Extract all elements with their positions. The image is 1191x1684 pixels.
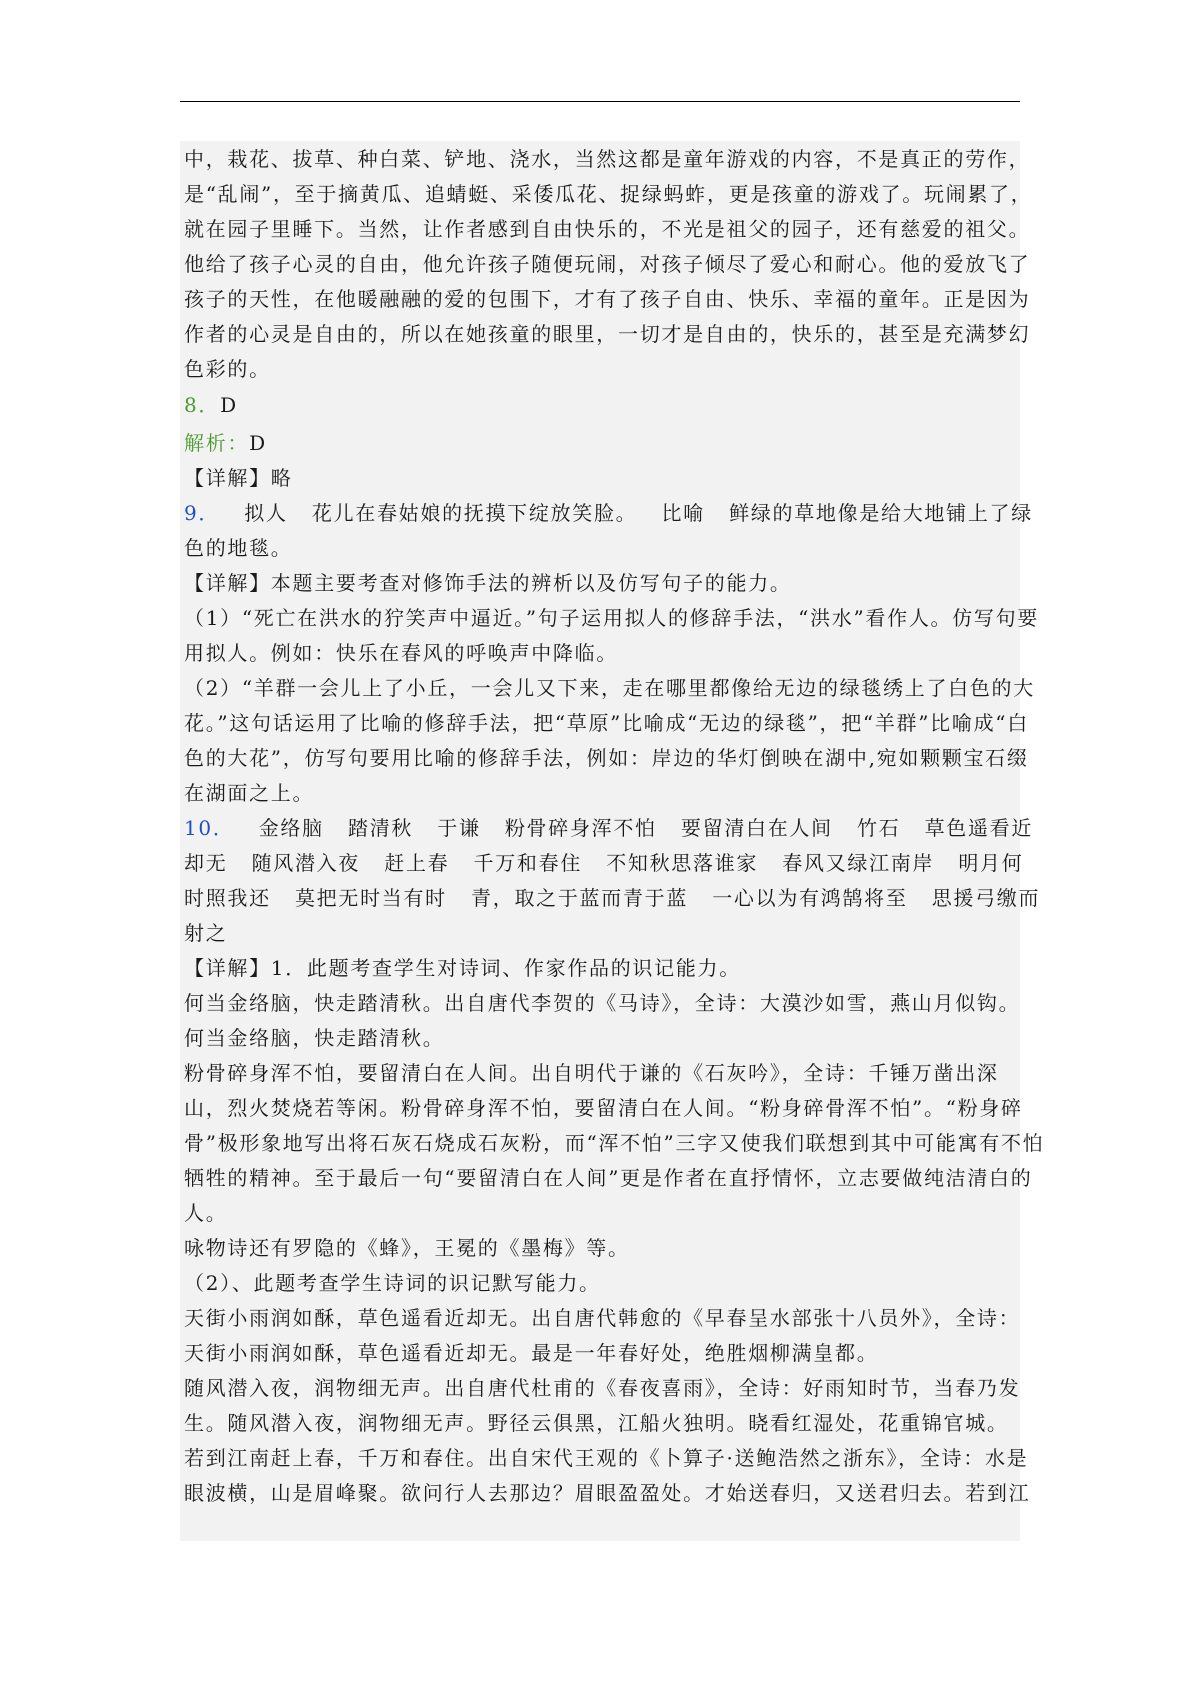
text-line: 生。随风潜入夜，润物细无声。野径云俱黑，江船火独明。晓看红湿处，花重锦官城。	[184, 1411, 1009, 1435]
text-line: 在湖面之上。	[184, 781, 315, 805]
text-line: 粉骨碎身浑不怕，要留清白在人间。出自明代于谦的《石灰吟》，全诗：千锤万凿出深	[184, 1061, 999, 1085]
text-line: 天街小雨润如酥，草色遥看近却无。出自唐代韩愈的《早春呈水部张十八员外》，全诗：	[184, 1306, 1021, 1330]
question-10	[184, 813, 1033, 843]
question-number: 9．	[184, 501, 221, 525]
text-line: 就在园子里睡下。当然，让作者感到自由快乐的，不光是祖父的园子，还有慈爱的祖父。	[184, 217, 1031, 241]
text-line: 咏物诗还有罗隐的《蜂》，王冕的《墨梅》等。	[184, 1236, 630, 1260]
text-line: （2）、此题考查学生诗词的识记默写能力。	[184, 1271, 601, 1295]
text-line: 色的大花”，仿写句要用比喻的修辞手法，例如：岸边的华灯倒映在湖中,宛如颗颗宝石缀	[184, 746, 1029, 770]
text-line: 【详解】略	[184, 466, 293, 490]
text-line: 花。”这句话运用了比喻的修辞手法，把“草原”比喻成“无边的绿毯”，把“羊群”比喻成“白	[184, 711, 1029, 735]
text-line: 何当金络脑，快走踏清秋。	[184, 1026, 445, 1050]
text-line: 却无 随风潜入夜 赶上春 千万和春住 不知秋思落谁家 春风又绿江南岸 明月何	[184, 851, 1024, 875]
text-line: 时照我还 莫把无时当有时 青，取之于蓝而青于蓝 一心以为有鸿鹄将至 思援弓缴而	[184, 886, 1041, 910]
text-line: 山，烈火焚烧若等闲。粉骨碎身浑不怕，要留清白在人间。“粉身碎骨浑不怕”。“粉身碎	[184, 1096, 1023, 1120]
text-line: 他给了孩子心灵的自由，他允许孩子随便玩闹，对孩子倾尽了爱心和耐心。他的爱放飞了	[184, 252, 1031, 276]
text-line: 骨”极形象地写出将石灰石烧成石灰粉，而“浑不怕”三字又使我们联想到其中可能寓有不怕	[184, 1131, 1045, 1155]
answer-text: 金络脑 踏清秋 于谦 粉骨碎身浑不怕 要留清白在人间 竹石 草色遥看近	[234, 816, 1034, 840]
analysis-line	[184, 428, 267, 458]
text-line: 若到江南赶上春，千万和春住。出自宋代王观的《卜算子·送鲍浩然之浙东》，全诗：水是	[184, 1446, 1029, 1470]
text-line: 【详解】本题主要考查对修饰手法的辨析以及仿写句子的能力。	[184, 571, 792, 595]
text-line: 射之	[184, 921, 228, 945]
question-number: 10．	[184, 816, 235, 840]
text-line: 用拟人。例如：快乐在春风的呼唤声中降临。	[184, 641, 618, 665]
analysis-text: D	[249, 431, 267, 455]
answer-text: D	[220, 393, 238, 417]
document-body	[180, 141, 1045, 1541]
text-line: （2）“羊群一会儿上了小丘，一会儿又下来，走在哪里都像给无边的绿毯绣上了白色的大	[184, 676, 1035, 700]
text-line: 何当金络脑，快走踏清秋。出自唐代李贺的《马诗》，全诗：大漠沙如雪，燕山月似钩。	[184, 991, 1021, 1015]
text-line: （1）“死亡在洪水的狞笑声中逼近。”句子运用拟人的修辞手法，“洪水”看作人。仿写句要	[184, 606, 1040, 630]
text-line: 色的地毯。	[184, 536, 293, 560]
text-line: 是“乱闹”，至于摘黄瓜、追蜻蜓、采倭瓜花、捉绿蚂蚱，更是孩童的游戏了。玩闹累了，	[184, 182, 1033, 206]
question-8	[184, 390, 238, 420]
text-line: 【详解】1．此题考查学生对诗词、作家作品的识记能力。	[184, 956, 741, 980]
text-line: 牺牲的精神。至于最后一句“要留清白在人间”更是作者在直抒情怀，立志要做纯洁清白的	[184, 1166, 1033, 1190]
header-rule	[180, 101, 1020, 102]
text-line: 眼波横，山是眉峰聚。欲问行人去那边？眉眼盈盈处。才始送春归，又送君归去。若到江	[184, 1481, 1031, 1505]
question-9	[184, 498, 1033, 528]
text-line: 色彩的。	[184, 357, 271, 381]
text-line: 中，栽花、拔草、种白菜、铲地、浇水，当然这都是童年游戏的内容，不是真正的劳作，	[184, 147, 1031, 171]
text-line: 人。	[184, 1201, 228, 1225]
text-line: 随风潜入夜，润物细无声。出自唐代杜甫的《春夜喜雨》，全诗：好雨知时节，当春乃发	[184, 1376, 1021, 1400]
question-number: 8．	[184, 393, 221, 417]
analysis-label: 解析：	[184, 431, 250, 455]
text-line: 作者的心灵是自由的，所以在她孩童的眼里，一切才是自由的，快乐的，甚至是充满梦幻	[184, 322, 1031, 346]
answer-text: 拟人 花儿在春姑娘的抚摸下绽放笑脸。 比喻 鲜绿的草地像是给大地铺上了绿	[220, 501, 1033, 525]
text-line: 天街小雨润如酥，草色遥看近却无。最是一年春好处，绝胜烟柳满皇都。	[184, 1341, 879, 1365]
text-line: 孩子的天性，在他暖融融的爱的包围下，才有了孩子自由、快乐、幸福的童年。正是因为	[184, 287, 1031, 311]
